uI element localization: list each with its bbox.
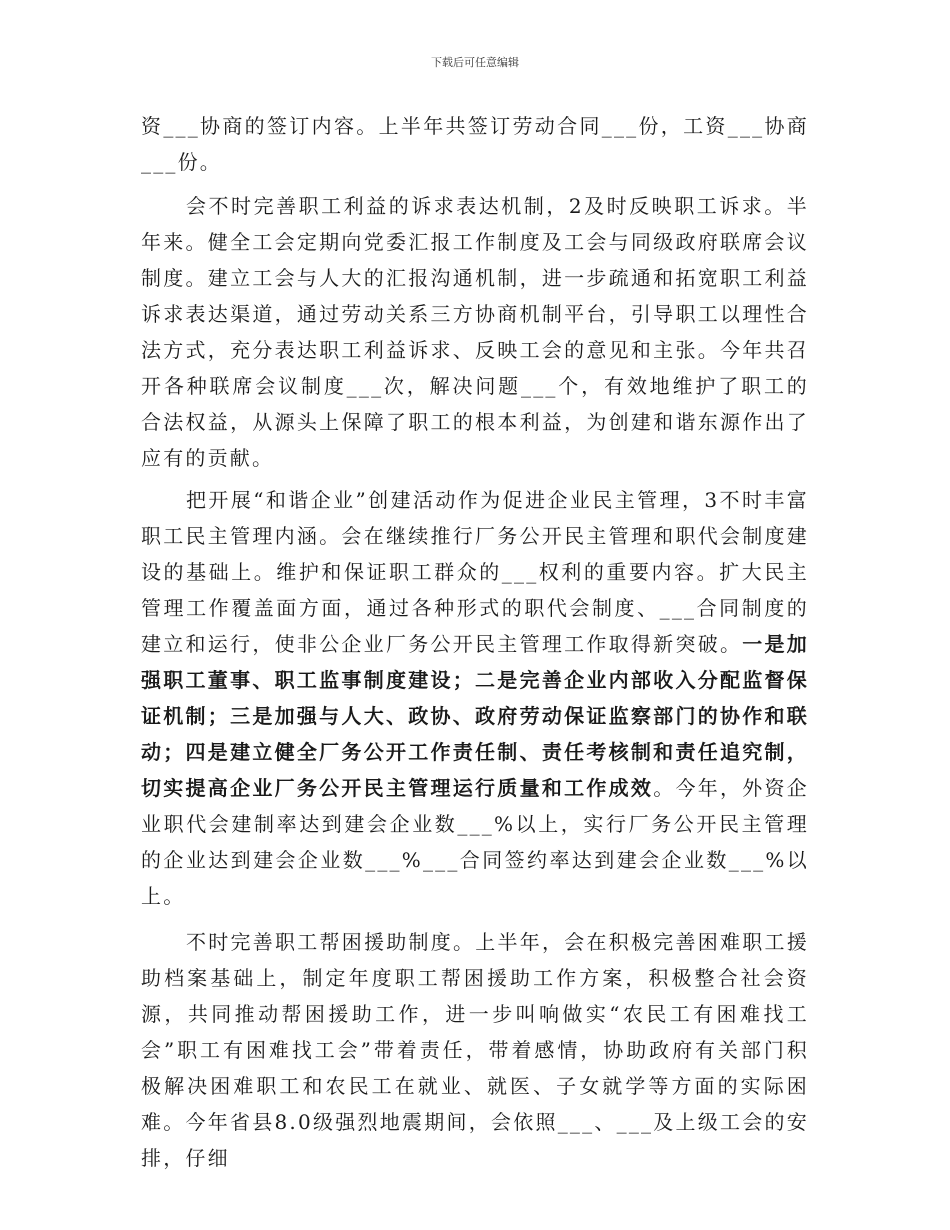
paragraph-4 — [141, 924, 809, 1176]
paragraph-1-text: 资___协商的签订内容。上半年共签订劳动合同___份，工资___协商___份。 — [141, 114, 809, 174]
page-header: 下载后可任意编辑 — [431, 56, 519, 69]
paragraph-2 — [141, 188, 809, 476]
paragraph-1 — [141, 108, 809, 180]
paragraph-3-bold-text: 一是加强职工董事、职工监事制度建设；二是完善企业内部收入分配监督保证机制；三是加强与人大、政协、政府劳动保证监察部门的协作和联动；四是建立健全厂务公开工作责任制、责任考核制和责任追究制，切实提高企业厂务公开民主管理运行质量和工作成效 — [141, 632, 809, 800]
document-body — [141, 108, 809, 1176]
paragraph-3-text-a: 把开展“和谐企业”创建活动作为促进企业民主管理，3不时丰富职工民主管理内涵。会在继续推行厂务公开民主管理和职代会制度建设的基础上。维护和保证职工群众的___权利的重要内容。扩大民主管理工作覆盖面方面，通过各种形式的职代会制度、___合同制度的建立和运行，使非公企业厂务公开民主管理工作取得新突破。 — [141, 488, 809, 656]
paragraph-4-text: 不时完善职工帮困援助制度。上半年，会在积极完善困难职工援助档案基础上，制定年度职工帮困援助工作方案，积极整合社会资源，共同推动帮困援助工作，进一步叫响做实“农民工有困难找工会”职工有困难找工会”带着责任，带着感情，协助政府有关部门积极解决困难职工和农民工在就业、就医、子女就学等方面的实际困难。今年省县8.0级强烈地震期间，会依照___、___及上级工会的安排，仔细 — [141, 930, 809, 1170]
paragraph-3-text-b: 。今年，外资企业职代会建制率达到建会企业数___%以上，实行厂务公开民主管理的企业达到建会企业数___%___合同签约率达到建会企业数___%以上。 — [141, 776, 809, 908]
paragraph-3 — [141, 482, 809, 914]
paragraph-2-text: 会不时完善职工利益的诉求表达机制，2及时反映职工诉求。半年来。健全工会定期向党委汇报工作制度及工会与同级政府联席会议制度。建立工会与人大的汇报沟通机制，进一步疏通和拓宽职工利益诉求表达渠道，通过劳动关系三方协商机制平台，引导职工以理性合法方式，充分表达职工利益诉求、反映工会的意见和主张。今年共召开各种联席会议制度___次，解决问题___个，有效地维护了职工的合法权益，从源头上保障了职工的根本利益，为创建和谐东源作出了应有的贡献。 — [141, 194, 809, 470]
